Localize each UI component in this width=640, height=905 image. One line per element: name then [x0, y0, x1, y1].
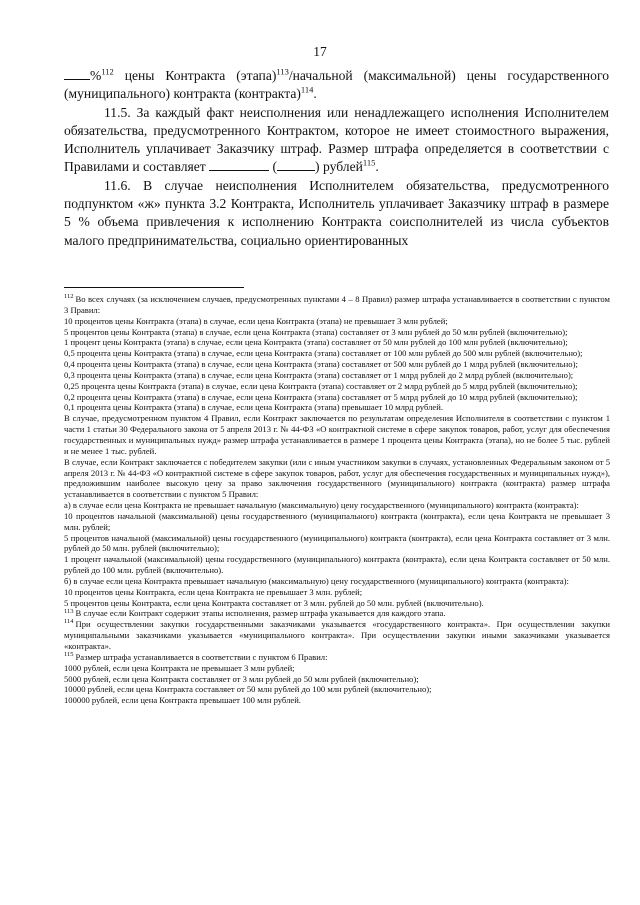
footnote-112-line: 10 процентов цены Контракта (этапа) в случае, если цена Контракта (этапа) не превышает 3 млн рублей;: [64, 315, 448, 326]
footnote-112-line: 5 процентов цены Контракта (этапа) в случае, если цена Контракта (этапа) составляет от 3 млн рублей до 50 млн рублей (включительно);: [64, 326, 568, 337]
footnote-112-line: б) в случае если цена Контракта превышает начальную (максимальную) цену государственного (муниципального) контракта (контракта):: [64, 575, 569, 586]
footnote-ref-112: 112: [101, 66, 114, 77]
footnote-112-line: 0,4 процента цены Контракта (этапа) в случае, если цена Контракта (этапа) составляет от 500 млн рублей до 1 млрд рублей (включительно);: [64, 359, 578, 370]
footnote-115-line: 1000 рублей, если цена Контракта не превышает 3 млн рублей;: [64, 662, 295, 673]
footnote-separator: [64, 287, 244, 288]
footnote-112-line: 10 процентов цены Контракта, если цена Контракта не превышает 3 млн. рублей;: [64, 586, 363, 597]
main-text: [64, 67, 609, 250]
footnote-115-intro: $^{115}$ Размер штрафа устанавливается в соответствии с пунктом 6 Правил:: [64, 650, 328, 662]
footnote-114: $^{114}$ При осуществлении закупки государственными заказчиками указывается «государственного контракта». При осуществлении закупки муниципальными заказчиками указывается «муниципального контракта». При осуществлении закупки иными заказчиками указывается «контракта».: [64, 618, 610, 651]
footnote-115-line: 100000 рублей, если цена Контракта превышает 100 млн рублей.: [64, 695, 301, 706]
footnote-112-line: 1 процент цены Контракта (этапа) в случае, если цена Контракта (этапа) составляет от 50 млн рублей до 100 млн рублей (включительно);: [64, 337, 568, 348]
footnote-112-line: 0,3 процента цены Контракта (этапа) в случае, если цена Контракта (этапа) составляет от 1 млрд рублей до 2 млрд рублей (включительно);: [64, 369, 574, 380]
footnote-112-line: 0,2 процента цены Контракта (этапа) в случае, если цена Контракта (этапа) составляет от 5 млрд рублей до 10 млрд рублей (включительно);: [64, 391, 578, 402]
footnote-112-line: В случае, предусмотренном пунктом 4 Правил, если Контракт заключается по результатам определения Исполнителя в соответствии с пунктом 1 части 1 статьи 30 Федерального закона от 5 апреля 2013 г. № 44-ФЗ «О контрактной системе в сфере закупок товаров, работ, услуг для обеспечения государственных и муниципальных нужд» размер штрафа устанавливается в размере 1 процента цены Контракта (этапа), но не более 5 тыс. рублей и не менее 1 тыс. рублей.: [64, 413, 610, 456]
paragraph-11-6: 11.6. В случае неисполнения Исполнителем обязательства, предусмотренного подпунктом «ж» пункта 3.2 Контракта, Исполнитель уплачивает Заказчику штраф в размере 5 % объема привлечения к исполнению Контракта соисполнителей из числа субъектов малого предпринимательства, социально ориентированных: [64, 177, 609, 248]
footnote-112-line: В случае, если Контракт заключается с победителем закупки (или с иным участником закупки в случаях, установленных Федеральным законом от 5 апреля 2013 г. № 44-ФЗ «О контрактной системе в сфере закупок товаров, работ, услуг для обеспечения государственных и муниципальных нужд»), предложившим наиболее высокую цену за право заключения государственного (муниципального) контракта (контракта) размер штрафа устанавливается в соответствии с пунктом 5 Правил:: [64, 456, 610, 500]
footnote-ref-113: 113: [276, 66, 289, 77]
footnote-112-line: 0,5 процента цены Контракта (этапа) в случае, если цена Контракта (этапа) составляет от 100 млн рублей до 500 млн рублей (включительно);: [64, 348, 583, 359]
paragraph-penalty-percent: %$^{112}$ цены Контракта (этапа)$^{113}$/начальной (максимальной) цены государственного (муниципального) контракта (контракта)$^{114}$.: [64, 66, 609, 102]
footnote-112-line: 0,25 процента цены Контракта (этапа) в случае, если цена Контракта (этапа) составляет от 2 млрд рублей до 5 млрд рублей (включительно);: [64, 380, 578, 391]
footnote-112-line: 0,1 процента цены Контракта (этапа) в случае, если цена Контракта (этапа) превышает 10 млрд рублей.: [64, 402, 443, 413]
footnote-112-line: а) в случае если цена Контракта не превышает начальную (максимальную) цену государственного (муниципального) контракта (контракта):: [64, 500, 579, 511]
blank-percent-field: [64, 69, 90, 80]
footnote-112-line: 1 процент начальной (максимальной) цены государственного (муниципального) контракта (контракта), если цена Контракта составляет от 50 млн. рублей до 100 млн. рублей (включительно).: [64, 554, 610, 576]
blank-amount-words-field: [277, 160, 315, 171]
footnote-115-line: 10000 рублей, если цена Контракта составляет от 50 млн рублей до 100 млн рублей (включительно);: [64, 684, 432, 695]
footnote-ref-115: 115: [362, 157, 376, 168]
footnote-ref-114: 114: [300, 84, 314, 95]
blank-amount-field: [209, 160, 269, 171]
footnote-112-intro: $^{112}$ Во всех случаях (за исключением случаев, предусмотренных пунктами 4 – 8 Правил) размер штрафа устанавливается в соответствии с пунктом 3 Правил:: [64, 293, 610, 315]
footnotes: [64, 294, 610, 706]
page-number: 17: [313, 44, 327, 59]
footnote-112-line: 10 процентов начальной (максимальной) цены государственного (муниципального) контракта (контракта), если цена Контракта не превышает 3 млн. рублей;: [64, 510, 610, 532]
footnote-115-line: 5000 рублей, если цена Контракта составляет от 3 млн рублей до 50 млн рублей (включительно);: [64, 673, 419, 684]
paragraph-11-5: 11.5. За каждый факт неисполнения или ненадлежащего исполнения Исполнителем обязательства, предусмотренного Контрактом, которое не имеет стоимостного выражения, Исполнитель уплачивает Заказчику штраф. Размер штрафа определяется в соответствии с Правилами и составляет ( ) рублей$^{115}$.: [64, 104, 609, 175]
footnote-112-line: 5 процентов цены Контракта, если цена Контракта составляет от 3 млн. рублей до 50 млн. рублей (включительно).: [64, 597, 484, 608]
footnote-112-line: 5 процентов начальной (максимальной) цены государственного (муниципального) контракта (контракта), если цена Контракта составляет от 3 млн. рублей до 50 млн. рублей (включительно);: [64, 532, 610, 554]
footnote-113: $^{113}$ В случае если Контракт содержит этапы исполнения, размер штрафа указывается для каждого этапа.: [64, 607, 446, 619]
